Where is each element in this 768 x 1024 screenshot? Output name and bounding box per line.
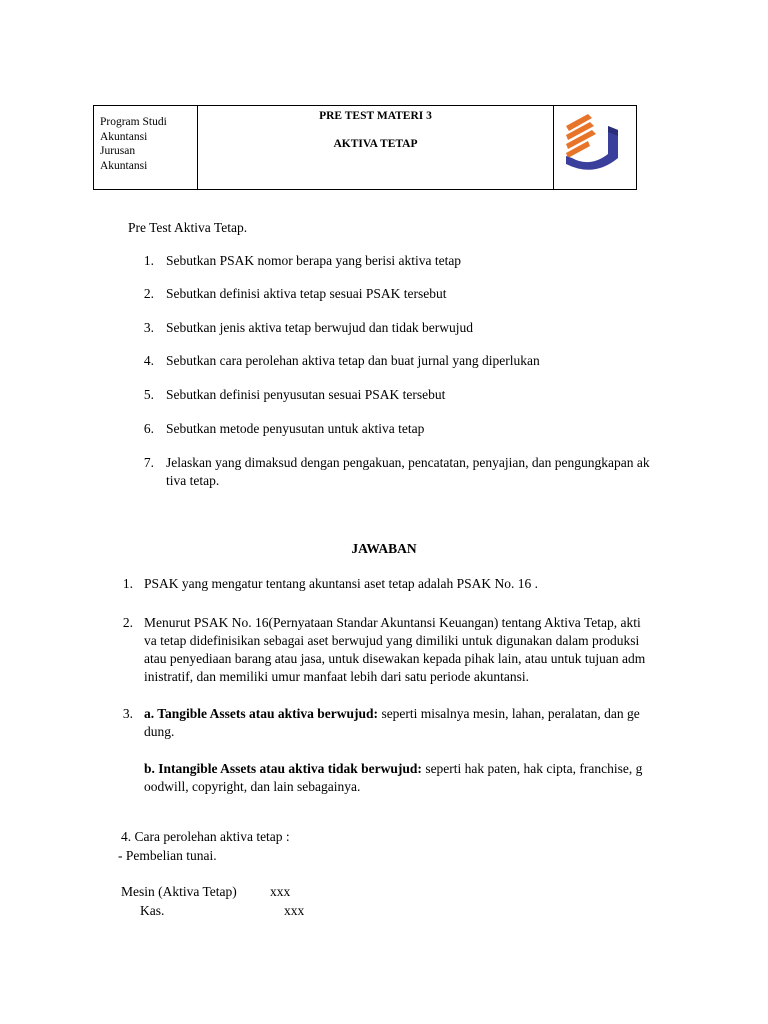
pretest-intro: Pre Test Aktiva Tetap. xyxy=(128,220,248,235)
dept-line: Akuntansi xyxy=(100,130,148,143)
answer-number: 3. xyxy=(122,706,133,721)
answer-text: oodwill, copyright, dan lain sebagainya. xyxy=(144,779,361,794)
tangible-label: a. Tangible Assets atau aktiva berwujud: xyxy=(144,706,379,721)
answer-text: - Pembelian tunai. xyxy=(118,848,217,863)
question-number: 1. xyxy=(143,253,154,268)
question-text: Sebutkan jenis aktiva tetap berwujud dan tidak berwujud xyxy=(166,320,474,335)
department-cell xyxy=(94,106,198,190)
question-number: 4. xyxy=(143,353,154,368)
question-text: tiva tetap. xyxy=(166,473,220,488)
answer-text: Menurut PSAK No. 16(Pernyataan Standar Akuntansi Keuangan) tentang Aktiva Tetap, akti xyxy=(144,615,641,630)
journal-credit-amount: xxx xyxy=(284,903,305,918)
intangible-text: seperti hak paten, hak cipta, franchise, g xyxy=(421,761,643,776)
tangible-text: seperti misalnya mesin, lahan, peralatan, dan ge xyxy=(378,706,640,721)
answer-text xyxy=(144,706,640,722)
answer-text: atau penyediaan barang atau jasa, untuk disewakan kepada pihak lain, atau untuk tujuan adm xyxy=(144,651,646,666)
answer-text: va tetap didefinisikan sebagai aset berwujud yang dimiliki untuk digunakan dalam produksi xyxy=(144,633,640,648)
answer-text: 4. Cara perolehan aktiva tetap : xyxy=(121,829,290,844)
question-text: Sebutkan cara perolehan aktiva tetap dan buat jurnal yang diperlukan xyxy=(166,353,540,368)
journal-debit-account: Mesin (Aktiva Tetap) xyxy=(121,884,237,899)
question-text: Sebutkan PSAK nomor berapa yang berisi aktiva tetap xyxy=(166,253,462,268)
logo-cell xyxy=(554,106,637,190)
journal-debit-amount: xxx xyxy=(270,884,291,899)
dept-line: Program Studi xyxy=(100,116,167,128)
journal-credit-account: Kas. xyxy=(140,903,165,918)
question-text: Jelaskan yang dimaksud dengan pengakuan, pencatatan, penyajian, dan pengungkapan ak xyxy=(166,455,650,470)
question-text: Sebutkan metode penyusutan untuk aktiva tetap xyxy=(166,421,425,436)
question-number: 5. xyxy=(143,387,154,402)
document-subtitle: AKTIVA TETAP xyxy=(333,138,418,150)
answer-text xyxy=(144,761,642,777)
document-title: PRE TEST MATERI 3 xyxy=(319,110,432,122)
answer-text: PSAK yang mengatur tentang akuntansi aset tetap adalah PSAK No. 16 . xyxy=(144,576,539,591)
answer-number: 1. xyxy=(122,576,133,591)
question-text: Sebutkan definisi penyusutan sesuai PSAK tersebut xyxy=(166,387,446,402)
question-number: 6. xyxy=(143,421,154,436)
intangible-label: b. Intangible Assets atau aktiva tidak berwujud: xyxy=(144,761,422,776)
answer-number: 2. xyxy=(122,615,133,630)
answer-text: inistratif, dan memiliki umur manfaat lebih dari satu periode akuntansi. xyxy=(144,669,530,684)
question-number: 3. xyxy=(143,320,154,335)
answers-heading: JAWABAN xyxy=(351,541,417,556)
question-number: 7. xyxy=(143,455,154,470)
document-header xyxy=(93,105,637,190)
institution-logo-icon xyxy=(554,106,634,184)
question-number: 2. xyxy=(143,286,154,301)
question-text: Sebutkan definisi aktiva tetap sesuai PSAK tersebut xyxy=(166,286,447,301)
dept-line: Jurusan xyxy=(100,145,136,157)
answer-text: dung. xyxy=(144,724,175,739)
title-cell xyxy=(198,106,554,190)
dept-line: Akuntansi xyxy=(100,159,148,172)
